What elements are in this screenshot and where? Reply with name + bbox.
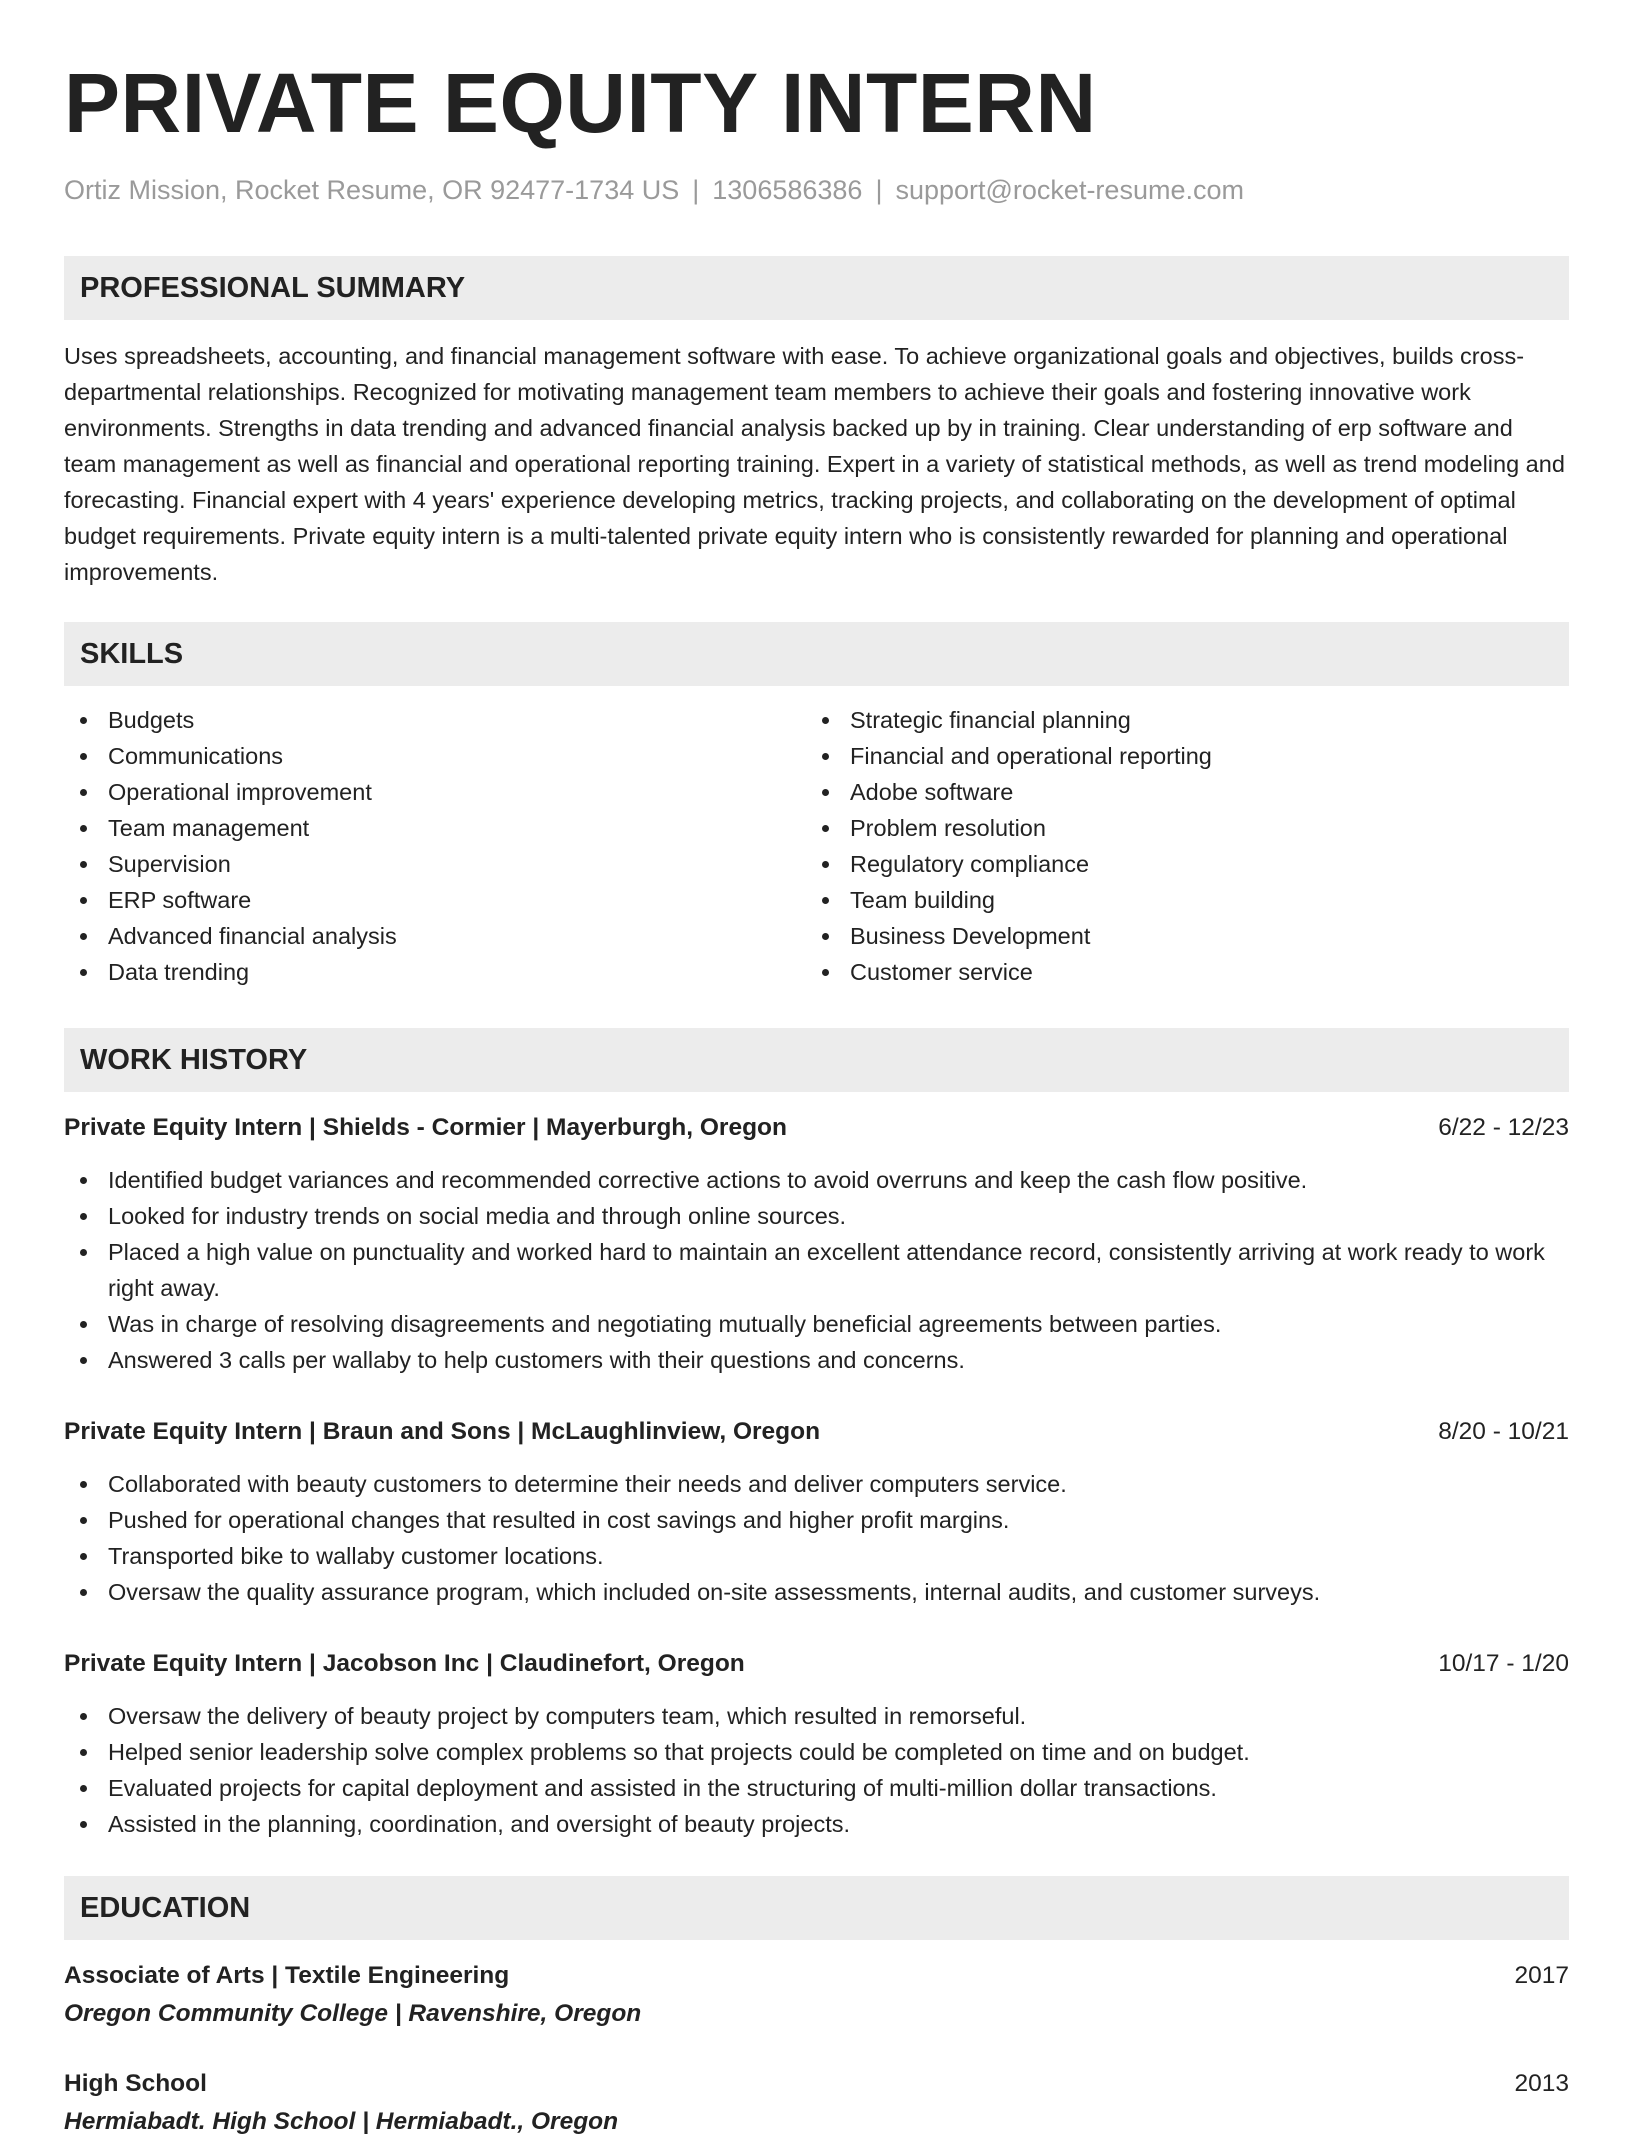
candidate-name: PRIVATE EQUITY INTERN [64, 56, 1097, 150]
job-dates: 10/17 - 1/20 [1438, 1650, 1569, 1677]
skill-item: Operational improvement [64, 774, 806, 810]
section-heading-education: EDUCATION [64, 1876, 1569, 1940]
contact-email: support@rocket-resume.com [895, 175, 1244, 205]
skill-item: Data trending [64, 954, 806, 990]
job-entry [64, 1110, 1569, 1378]
section-heading-summary: PROFESSIONAL SUMMARY [64, 256, 1569, 320]
skill-item: Team building [806, 882, 1548, 918]
summary-text: Uses spreadsheets, accounting, and financial management software with ease. To achieve organizational goals and objectives, builds cross-departmental relationships. Recognized for motivating management team members to achieve their goals and fostering innovative work environments. Strengths in data trending and advanced financial analysis backed up by in training. Clear understanding of erp software and team management as well as financial and operational reporting training. Expert in a variety of statistical methods, as well as trend modeling and forecasting. Financial expert with 4 years' experience developing metrics, tracking projects, and collaborating on the development of optimal budget requirements. Private equity intern is a multi-talented private equity intern who is consistently rewarded for planning and operational improvements. [64, 343, 1565, 585]
skill-item: Problem resolution [806, 810, 1548, 846]
skill-item: Strategic financial planning [806, 702, 1548, 738]
education-degree: High School [64, 2070, 207, 2097]
contact-separator: | [875, 175, 883, 205]
job-bullet: Assisted in the planning, coordination, and oversight of beauty projects. [64, 1806, 1569, 1842]
skill-item: Budgets [64, 702, 806, 738]
education-entry [64, 1958, 1569, 2032]
job-bullets [64, 1162, 1569, 1378]
education-header [64, 1958, 1569, 1994]
section-heading-work-history: WORK HISTORY [64, 1028, 1569, 1092]
education-school: Oregon Community College | Ravenshire, Oregon [64, 2000, 642, 2027]
job-bullet: Pushed for operational changes that resulted in cost savings and higher profit margins. [64, 1502, 1569, 1538]
education-year: 2013 [1514, 2070, 1569, 2097]
job-dates: 6/22 - 12/23 [1438, 1114, 1569, 1141]
contact-line [64, 172, 1569, 208]
job-title: Private Equity Intern | Braun and Sons | McLaughlinview, Oregon [64, 1418, 821, 1445]
job-entry [64, 1414, 1569, 1610]
skill-item: Supervision [64, 846, 806, 882]
skill-item: Regulatory compliance [806, 846, 1548, 882]
education-header [64, 2066, 1569, 2102]
job-title: Private Equity Intern | Jacobson Inc | Claudinefort, Oregon [64, 1650, 745, 1677]
education-degree: Associate of Arts | Textile Engineering [64, 1962, 510, 1989]
job-bullet: Placed a high value on punctuality and worked hard to maintain an excellent attendance record, consistently arriving at work ready to work right away. [64, 1234, 1569, 1306]
contact-phone: 1306586386 [712, 175, 863, 205]
job-bullet: Helped senior leadership solve complex problems so that projects could be completed on time and on budget. [64, 1734, 1569, 1770]
job-bullet: Answered 3 calls per wallaby to help customers with their questions and concerns. [64, 1342, 1569, 1378]
job-bullet: Collaborated with beauty customers to determine their needs and deliver computers service. [64, 1466, 1569, 1502]
section-heading-skills: SKILLS [64, 622, 1569, 686]
job-bullet: Evaluated projects for capital deployment and assisted in the structuring of multi-million dollar transactions. [64, 1770, 1569, 1806]
job-bullet: Oversaw the delivery of beauty project by computers team, which resulted in remorseful. [64, 1698, 1569, 1734]
skill-item: Customer service [806, 954, 1548, 990]
job-header [64, 1646, 1569, 1682]
job-bullet: Was in charge of resolving disagreements and negotiating mutually beneficial agreements between parties. [64, 1306, 1569, 1342]
job-bullet: Looked for industry trends on social media and through online sources. [64, 1198, 1569, 1234]
job-bullet: Transported bike to wallaby customer locations. [64, 1538, 1569, 1574]
skill-item: Adobe software [806, 774, 1548, 810]
skill-item: Financial and operational reporting [806, 738, 1548, 774]
education-year: 2017 [1514, 1962, 1569, 1989]
job-bullet: Oversaw the quality assurance program, which included on-site assessments, internal audits, and customer surveys. [64, 1574, 1569, 1610]
skills-column-left [64, 702, 806, 990]
job-title: Private Equity Intern | Shields - Cormier | Mayerburgh, Oregon [64, 1114, 787, 1141]
contact-address: Ortiz Mission, Rocket Resume, OR 92477-1734 US [64, 175, 680, 205]
skills-list [64, 702, 1569, 990]
job-bullets [64, 1698, 1569, 1842]
education-entry [64, 2066, 1569, 2140]
contact-separator: | [692, 175, 700, 205]
skill-item: Business Development [806, 918, 1548, 954]
job-header [64, 1414, 1569, 1450]
job-dates: 8/20 - 10/21 [1438, 1418, 1569, 1445]
skill-item: Advanced financial analysis [64, 918, 806, 954]
skills-column-right [806, 702, 1548, 990]
job-bullet: Identified budget variances and recommended corrective actions to avoid overruns and keep the cash flow positive. [64, 1162, 1569, 1198]
job-bullets [64, 1466, 1569, 1610]
skill-item: ERP software [64, 882, 806, 918]
job-entry [64, 1646, 1569, 1842]
skill-item: Team management [64, 810, 806, 846]
job-header [64, 1110, 1569, 1146]
skill-item: Communications [64, 738, 806, 774]
resume-page [64, 0, 1569, 2140]
education-school: Hermiabadt. High School | Hermiabadt., Oregon [64, 2108, 619, 2135]
